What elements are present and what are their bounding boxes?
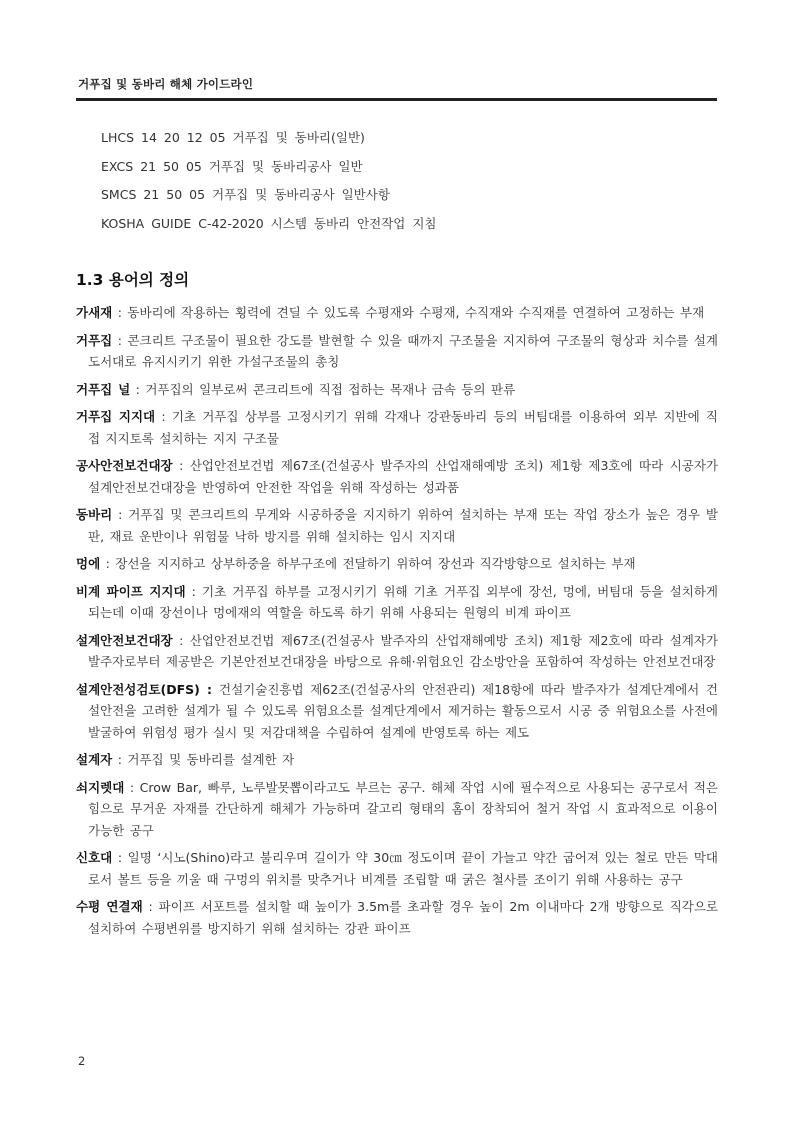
definition-separator: :: [172, 458, 190, 473]
definition-item: [76, 504, 718, 547]
definition-term: 신호대: [76, 850, 113, 865]
definition-description: 건설기술진흥법 제62조(건설공사의 안전관리) 제18항에 따라 발주자가 설계단계에서 건설안전을 고려한 설계가 될 수 있도록 위험요소를 설계단계에서 제거하는 활동으로서 시공 중 위험요소를 사전에 발굴하여 위험성 평가 실시 및 저감대책을 수립하여 설계에 반영토록 하는 제도: [88, 681, 718, 740]
definition-description: 콘크리트 구조물이 필요한 강도를 발현할 수 있을 때까지 구조물을 지지하여 구조물의 형상과 치수를 설계도서대로 유지시키기 위한 가설구조물의 총칭: [88, 332, 718, 369]
definition-term: 수평 연결재: [76, 899, 143, 914]
definition-separator: :: [142, 899, 159, 914]
definition-separator: :: [112, 752, 128, 767]
definition-term: 설계안전성검토(DFS) :: [76, 681, 220, 697]
header-rule: [76, 98, 717, 101]
definition-description: 동바리에 작용하는 횡력에 견딜 수 있도록 수평재와 수평재, 수직재와 수직재를 연결하여 고정하는 부재: [127, 305, 705, 320]
definition-description: 기초 거푸집 상부를 고정시키기 위해 각재나 강관동바리 등의 버팀대를 이용하여 외부 지반에 직접 지지토록 설치하는 지지 구조물: [88, 409, 718, 446]
reference-item: SMCS 21 50 05 거푸집 및 동바리공사 일반사항: [101, 187, 390, 202]
reference-list: [101, 130, 701, 244]
definition-description: 산업안전보건법 제67조(건설공사 발주자의 산업재해예방 조치) 제1항 제2호에 따라 설계자가 발주자로부터 제공받은 기본안전보건대장을 바탕으로 유해·위험요인 감소방안을 포함하여 작성하는 안전보건대장: [88, 632, 718, 669]
definition-description: Crow Bar, 빠루, 노루발못뽑이라고도 부르는 공구. 해체 작업 시에 필수적으로 사용되는 공구로서 적은 힘으로 무거운 자재를 간단하게 해체가 가능하며 갈고리 형태의 홈이 장착되어 철거 작업 시 효과적으로 이용이 가능한 공구: [88, 779, 718, 838]
definition-separator: :: [172, 632, 190, 648]
definition-separator: :: [185, 583, 203, 599]
definition-item: [76, 379, 718, 401]
section-title: 1.3 용어의 정의: [76, 271, 190, 289]
definition-item: [76, 847, 718, 890]
definition-description: 산업안전보건법 제67조(건설공사 발주자의 산업재해예방 조치) 제1항 제3호에 따라 시공자가 설계안전보건대장을 반영하여 안전한 작업을 위해 작성하는 성과품: [88, 458, 718, 495]
definition-item: [76, 553, 718, 575]
definition-list: [76, 302, 718, 945]
definition-item: [76, 302, 718, 324]
definition-item: [76, 896, 718, 939]
reference-item: LHCS 14 20 12 05 거푸집 및 동바리(일반): [101, 130, 365, 145]
definition-separator: :: [130, 381, 146, 397]
definition-term: 쇠지렛대: [76, 779, 125, 795]
definition-item: [76, 749, 718, 771]
definition-separator: :: [112, 332, 128, 348]
definition-description: 파이프 서포트를 설치할 때 높이가 3.5m를 초과할 경우 높이 2m 이내마다 2개 방향으로 직각으로 설치하여 수평변위를 방지하기 위해 설치하는 강관 파이프: [88, 899, 718, 936]
definition-term: 멍에: [76, 556, 101, 571]
definition-term: 비계 파이프 지지대: [76, 583, 186, 599]
definition-term: 설계안전보건대장: [76, 632, 173, 648]
reference-item: KOSHA GUIDE C-42-2020 시스템 동바리 안전작업 지침: [101, 215, 437, 231]
definition-description: 일명 ‘시노(Shino)라고 불리우며 길이가 약 30㎝ 정도이며 끝이 가늘고 약간 굽어져 있는 철로 만든 막대로서 볼트 등을 끼울 때 구멍의 위치를 맞추거나 비계를 조립할 때 굵은 철사를 조이기 위해 사용하는 공구: [88, 850, 718, 887]
definition-item: [76, 455, 718, 498]
definition-term: 공사안전보건대장: [76, 458, 173, 473]
definition-item: [76, 581, 718, 624]
page-number: 2: [78, 1054, 86, 1068]
definition-term: 거푸집: [76, 332, 113, 348]
running-header: 거푸집 및 동바리 해체 가이드라인: [78, 77, 254, 91]
definition-separator: :: [155, 409, 172, 424]
definition-item: [76, 777, 718, 842]
definition-item: [76, 330, 718, 373]
definition-separator: :: [112, 850, 128, 865]
reference-item: EXCS 21 50 05 거푸집 및 동바리공사 일반: [101, 158, 363, 174]
definition-separator: :: [124, 779, 140, 795]
definition-description: 거푸집의 일부로써 콘크리트에 직접 접하는 목재나 금속 등의 판류: [145, 381, 516, 397]
definition-separator: :: [100, 556, 116, 571]
definition-term: 동바리: [76, 507, 113, 522]
definition-item: [76, 406, 718, 449]
definition-description: 기초 거푸집 하부를 고정시키기 위해 기초 거푸집 외부에 장선, 멍에, 버팀대 등을 설치하게 되는데 이때 장선이나 멍에재의 역할을 하도록 하기 위해 사용되는 원형의 비계 파이프: [88, 583, 718, 620]
definition-item: [76, 630, 718, 673]
definition-description: 거푸집 및 콘크리트의 무게와 시공하중을 지지하기 위하여 설치하는 부재 또는 작업 장소가 높은 경우 발판, 재료 운반이나 위험물 낙하 방지를 위해 설치하는 임시 지지대: [88, 507, 718, 544]
definition-item: [76, 679, 718, 744]
definition-term: 거푸집 지지대: [76, 409, 156, 424]
definition-description: 거푸집 및 동바리를 설계한 자: [127, 752, 295, 767]
definition-separator: :: [112, 305, 128, 320]
definition-term: 거푸집 널: [76, 381, 131, 397]
definition-term: 가새재: [76, 305, 113, 320]
definition-description: 장선을 지지하고 상부하중을 하부구조에 전달하기 위하여 장선과 직각방향으로 설치하는 부재: [115, 556, 636, 571]
definition-term: 설계자: [76, 752, 113, 767]
definition-separator: :: [112, 507, 129, 522]
